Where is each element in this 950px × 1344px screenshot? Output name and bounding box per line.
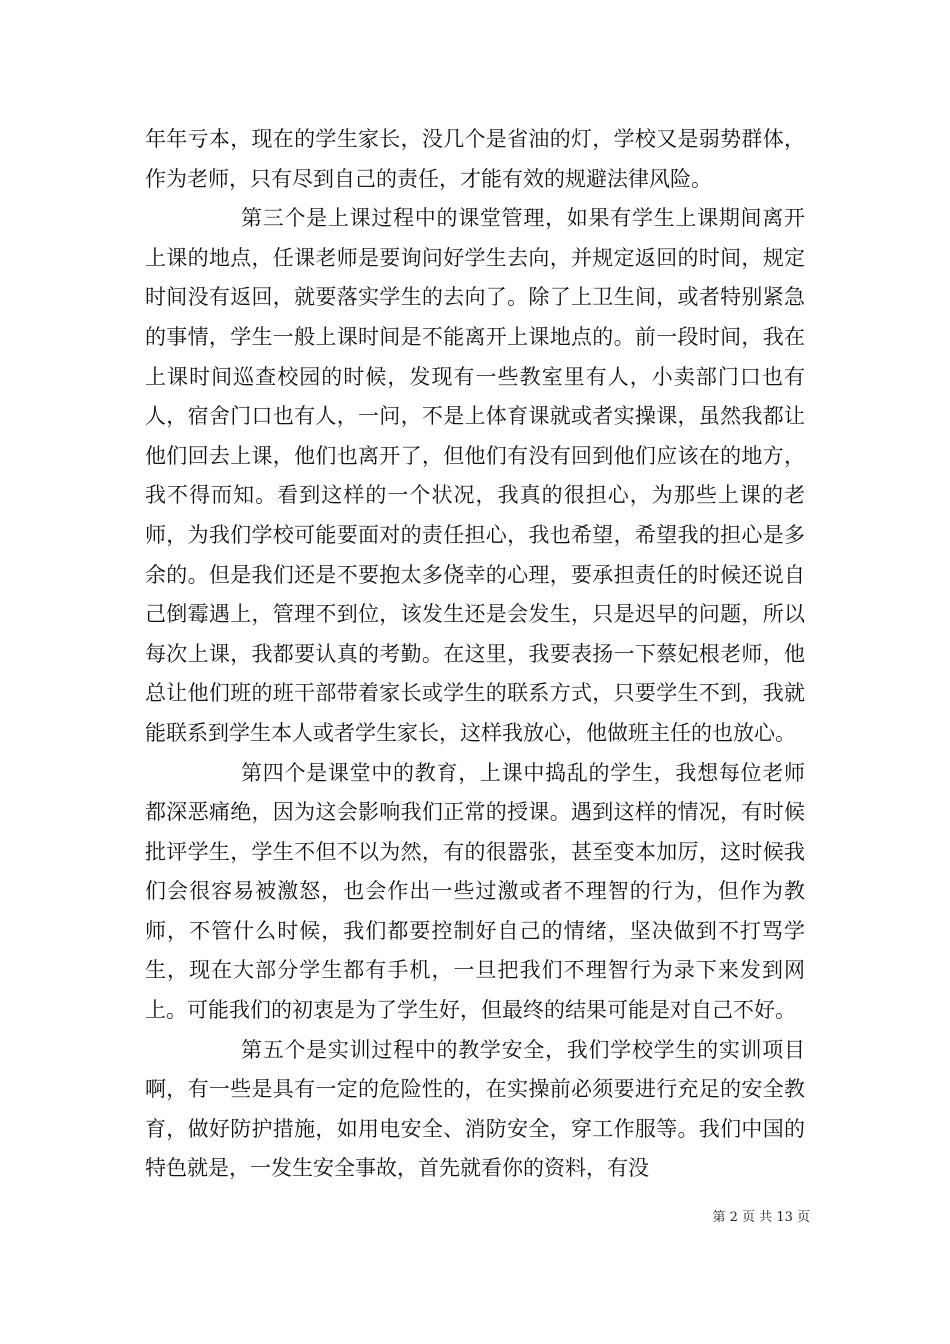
paragraph-fourth-point: 第四个是课堂中的教育，上课中捣乱的学生，我想每位老师都深恶痛绝，因为这会影响我们正常的授课。遇到这样的情况，有时候批评学生，学生不但不以为然，有的很嚣张，甚至变本加厉，这时候我们会很容易被激怒，也会作出一些过激或者不理智的行为，但作为教师，不管什么时候，我们都要控制好自己的情绪，坚决做到不打骂学生，现在大部分学生都有手机，一旦把我们不理智行为录下来发到网上。可能我们的初衷是为了学生好，但最终的结果可能是对自己不好。 <box>145 760 805 1023</box>
paragraph-third-point: 第三个是上课过程中的课堂管理，如果有学生上课期间离开上课的地点，任课老师是要询问好学生去向，并规定返回的时间，规定时间没有返回，就要落实学生的去向了。除了上卫生间，或者特别紧急的事情，学生一般上课时间是不能离开上课地点的。前一段时间，我在上课时间巡查校园的时候，发现有一些教室里有人，小卖部门口也有人，宿舍门口也有人，一问，不是上体育课就或者实操课，虽然我都让他们回去上课，他们也离开了，但他们有没有回到他们应该在的地方，我不得而知。看到这样的一个状况，我真的很担心，为那些上课的老师，为我们学校可能要面对的责任担心，我也希望，希望我的担心是多余的。但是我们还是不要抱太多侥幸的心理，要承担责任的时候还说自己倒霉遇上，管理不到位，该发生还是会发生，只是迟早的问题，所以每次上课，我都要认真的考勤。在这里，我要表扬一下蔡妃根老师，他总让他们班的班干部带着家长或学生的联系方式，只要学生不到，我就能联系到学生本人或者学生家长，这样我放心，他做班主任的也放心。 <box>145 206 805 745</box>
paragraph-continuation: 年年亏本，现在的学生家长，没几个是省油的灯，学校又是弱势群体，作为老师，只有尽到自己的责任，才能有效的规避法律风险。 <box>145 127 805 191</box>
document-body <box>145 120 805 1189</box>
paragraph-fifth-point: 第五个是实训过程中的教学安全，我们学校学生的实训项目啊，有一些是具有一定的危险性的，在实操前必须要进行充足的安全教育，做好防护措施，如用电安全、消防安全，穿工作服等。我们中国的特色就是，一发生安全事故，首先就看你的资料，有没 <box>145 1037 805 1181</box>
page-number-footer: 第 2 页 共 13 页 <box>712 1210 810 1225</box>
